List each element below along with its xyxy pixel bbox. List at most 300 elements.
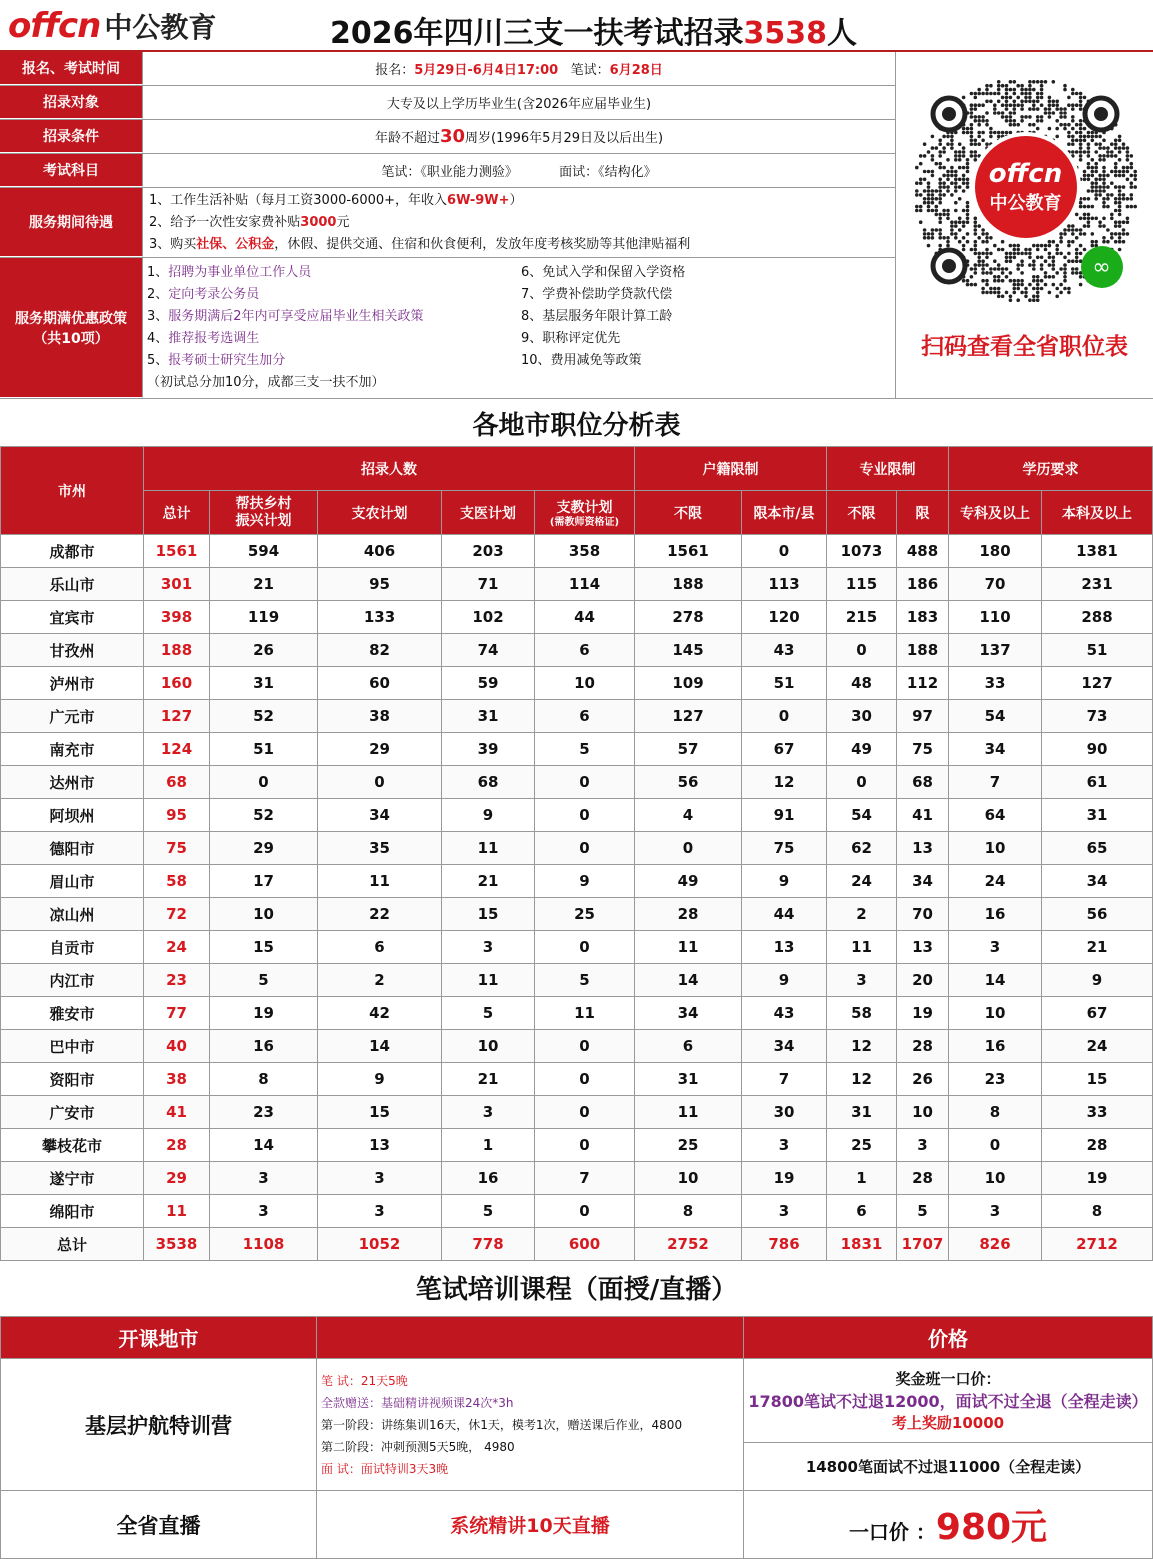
table-cell: 57 [635,733,742,766]
table-cell: 97 [897,700,949,733]
table-cell: 95 [144,799,210,832]
table-cell: 51 [1042,634,1153,667]
course-camp-name: 基层护航特训营 [1,1359,317,1491]
table-cell: 34 [635,997,742,1030]
course-camp-details [317,1359,744,1491]
table-cell: 31 [210,667,318,700]
table-cell: 2 [827,898,897,931]
table-cell: 5 [897,1195,949,1228]
table-cell: 29 [210,832,318,865]
table-cell: 21 [442,1063,535,1096]
table-cell: 9 [742,964,827,997]
table-cell: 3 [742,1195,827,1228]
table-cell: 5 [535,733,635,766]
course-col-price: 价格 [744,1317,1153,1359]
table-cell: 10 [897,1096,949,1129]
course-table [0,1316,1153,1559]
table-cell: 1 [442,1129,535,1162]
table-cell: 301 [144,568,210,601]
table-cell: 12 [827,1063,897,1096]
logo-cn: 中公教育 [104,11,217,44]
table-cell: 29 [318,733,442,766]
table-cell: 11 [442,964,535,997]
qr-badge: offcn 中公教育 [971,132,1081,242]
table-cell: 16 [949,1030,1042,1063]
col-group-huji: 户籍限制 [635,447,827,491]
table-cell: 58 [827,997,897,1030]
table-cell: 110 [949,601,1042,634]
table-cell: 8 [1042,1195,1153,1228]
policy-item: 5、报考硕士研究生加分（初试总分加10分，成都三支一扶不加） [147,353,385,390]
table-cell: 65 [1042,832,1153,865]
table-cell: 56 [635,766,742,799]
table-cell: 43 [742,634,827,667]
table-cell: 38 [144,1063,210,1096]
table-cell: 3 [742,1129,827,1162]
info-label: 服务期满优惠政策 （共10项） [0,258,143,398]
table-cell: 5 [535,964,635,997]
table-cell: 77 [144,997,210,1030]
info-row-benefits [0,188,895,258]
benefit-item: 1、工作生活补贴（每月工资3000-6000+，年收入6W-9W+） [149,192,523,208]
table-cell: 28 [897,1162,949,1195]
table-cell: 15 [318,1096,442,1129]
table-cell: 398 [144,601,210,634]
info-value: 笔试：《职业能力测验》 面试：《结构化》 [381,165,657,180]
table-cell: 42 [318,997,442,1030]
table-cell: 3 [897,1129,949,1162]
table-cell: 21 [1042,931,1153,964]
table-cell: 33 [949,667,1042,700]
benefit-list [143,186,696,260]
table-cell: 34 [742,1030,827,1063]
table-cell: 59 [442,667,535,700]
policy-item: 3、服务期满后2年内可享受应届毕业生相关政策 [147,309,424,324]
table-cell: 23 [949,1063,1042,1096]
table-cell: 51 [742,667,827,700]
course-detail-line: 第二阶段：冲刺预测5天5晚， 4980 [321,1439,515,1454]
table-cell: 21 [210,568,318,601]
table-row [1,997,1153,1030]
col-huji-none: 不限 [635,491,742,535]
course-live-price: 一口价 ：980元 [744,1491,1153,1559]
benefit-item: 3、购买社保、公积金，休假、提供交通、住宿和伙食便利，发放年度考核奖励等其他津贴福利 [149,236,691,252]
table-cell: 24 [949,865,1042,898]
table-cell: 0 [535,1030,635,1063]
table-cell: 127 [144,700,210,733]
col-zhinong: 支农计划 [318,491,442,535]
table-cell: 1561 [144,535,210,568]
table-cell: 114 [535,568,635,601]
policy-item: 6、免试入学和保留入学资格 [521,265,686,280]
table-cell: 1561 [635,535,742,568]
table-row [1,1195,1153,1228]
table-cell: 34 [1042,865,1153,898]
table-cell: 34 [897,865,949,898]
city-cell: 眉山市 [1,865,144,898]
course-title: 笔试培训课程（面授/直播） [415,1275,738,1305]
table-cell: 6 [318,931,442,964]
table-cell: 52 [210,700,318,733]
col-group-recruit: 招录人数 [144,447,635,491]
col-group-edu: 学历要求 [949,447,1153,491]
table-cell: 54 [949,700,1042,733]
table-cell: 41 [897,799,949,832]
table-row [1,1129,1153,1162]
table-cell: 15 [210,931,318,964]
table-row [1,865,1153,898]
course-live-content: 系统精讲10天直播 [317,1491,744,1559]
table-cell: 24 [144,931,210,964]
table-cell: 6 [635,1030,742,1063]
table-cell: 826 [949,1228,1042,1261]
table-cell: 25 [535,898,635,931]
table-cell: 52 [210,799,318,832]
policy-list-left [145,262,519,394]
table-cell: 7 [949,766,1042,799]
info-value: 大专及以上学历毕业生(含2026年应届毕业生) [386,97,652,112]
table-cell: 1052 [318,1228,442,1261]
table-cell: 0 [535,1096,635,1129]
table-cell: 31 [1042,799,1153,832]
course-detail-line: 面 试：面试特训3天3晚 [321,1461,449,1476]
city-cell: 阿坝州 [1,799,144,832]
table-cell: 64 [949,799,1042,832]
table-cell: 1073 [827,535,897,568]
table-cell: 9 [442,799,535,832]
city-cell: 甘孜州 [1,634,144,667]
table-row [1,799,1153,832]
city-cell: 泸州市 [1,667,144,700]
offcn-logo [8,6,216,46]
table-cell: 13 [742,931,827,964]
policy-item: 8、基层服务年限计算工龄 [521,309,673,324]
table-cell: 188 [144,634,210,667]
table-cell: 39 [442,733,535,766]
table-cell: 102 [442,601,535,634]
table-cell: 6 [535,700,635,733]
table-row [1,832,1153,865]
qr-panel [895,52,1153,398]
table-cell: 82 [318,634,442,667]
table-cell: 10 [635,1162,742,1195]
info-row-time [0,52,895,86]
table-cell: 137 [949,634,1042,667]
table-cell: 20 [897,964,949,997]
info-label: 考试科目 [0,154,143,187]
policy-item: 1、招聘为事业单位工作人员 [147,265,312,280]
table-cell: 16 [442,1162,535,1195]
table-title: 各地市职位分析表 [472,411,681,441]
policy-item: 2、定向考录公务员 [147,287,260,302]
col-edu-bachelor: 本科及以上 [1042,491,1153,535]
info-row-condition [0,120,895,154]
table-cell: 23 [210,1096,318,1129]
table-row [1,634,1153,667]
table-cell: 26 [210,634,318,667]
table-cell: 0 [742,535,827,568]
table-cell: 33 [1042,1096,1153,1129]
table-cell: 30 [827,700,897,733]
table-cell: 112 [897,667,949,700]
table-cell: 75 [742,832,827,865]
table-cell: 70 [949,568,1042,601]
table-cell: 0 [535,1129,635,1162]
table-cell: 186 [897,568,949,601]
table-cell: 2752 [635,1228,742,1261]
table-cell: 3538 [144,1228,210,1261]
city-cell: 达州市 [1,766,144,799]
col-zhiyi: 支医计划 [442,491,535,535]
table-row [1,931,1153,964]
table-cell: 15 [1042,1063,1153,1096]
table-cell: 19 [1042,1162,1153,1195]
table-cell: 7 [535,1162,635,1195]
table-cell: 1 [827,1162,897,1195]
table-row [1,1030,1153,1063]
table-cell: 0 [742,700,827,733]
table-cell: 95 [318,568,442,601]
table-cell: 3 [210,1195,318,1228]
table-cell: 10 [535,667,635,700]
table-cell: 10 [949,1162,1042,1195]
table-cell: 0 [535,799,635,832]
table-cell: 14 [210,1129,318,1162]
table-cell: 13 [897,931,949,964]
table-row [1,568,1153,601]
table-cell: 75 [144,832,210,865]
table-row [1,535,1153,568]
col-total: 总计 [144,491,210,535]
table-cell: 72 [144,898,210,931]
table-cell: 600 [535,1228,635,1261]
city-cell: 巴中市 [1,1030,144,1063]
table-cell: 0 [827,766,897,799]
table-cell: 11 [144,1195,210,1228]
info-row-subjects [0,154,895,188]
table-cell: 109 [635,667,742,700]
table-cell: 68 [897,766,949,799]
table-cell: 3 [827,964,897,997]
table-row [1,1063,1153,1096]
exam-time: 报名： 5月29日-6月4日17:00 笔试： 6月28日 [375,63,663,78]
col-zhijiao: 支教计划 (需教师资格证) [535,491,635,535]
table-cell: 26 [897,1063,949,1096]
table-cell: 406 [318,535,442,568]
table-cell: 73 [1042,700,1153,733]
table-cell: 14 [318,1030,442,1063]
table-cell: 11 [535,997,635,1030]
city-cell: 南充市 [1,733,144,766]
qr-caption: 扫码查看全省职位表 [921,334,1128,360]
info-row-target [0,86,895,120]
table-cell: 3 [318,1162,442,1195]
table-cell: 90 [1042,733,1153,766]
table-cell: 11 [827,931,897,964]
table-cell: 0 [827,634,897,667]
info-label: 招录条件 [0,120,143,153]
table-cell: 29 [144,1162,210,1195]
city-cell: 德阳市 [1,832,144,865]
table-cell: 16 [210,1030,318,1063]
policy-item: 10、费用减免等政策 [521,353,642,368]
city-cell: 遂宁市 [1,1162,144,1195]
col-city: 市州 [1,447,144,535]
course-detail-line: 第一阶段：讲练集训16天，休1天，模考1次，赠送课后作业，4800 [321,1417,683,1432]
table-cell: 43 [742,997,827,1030]
course-col-city: 开课地市 [1,1317,317,1359]
table-cell: 19 [210,997,318,1030]
table-cell: 28 [635,898,742,931]
table-row [1,898,1153,931]
table-cell: 35 [318,832,442,865]
table-cell: 12 [742,766,827,799]
table-cell: 1831 [827,1228,897,1261]
table-row [1,766,1153,799]
city-cell: 资阳市 [1,1063,144,1096]
table-cell: 0 [318,766,442,799]
table-cell: 1381 [1042,535,1153,568]
city-cell: 凉山州 [1,898,144,931]
table-cell: 30 [742,1096,827,1129]
benefit-item: 2、给予一次性安家费补贴3000元 [149,214,350,230]
table-cell: 19 [897,997,949,1030]
table-cell: 75 [897,733,949,766]
info-row-policy [0,258,895,398]
info-section [0,52,1153,399]
table-cell: 127 [635,700,742,733]
mini-program-icon: ∞ [1081,246,1123,288]
table-cell: 5 [442,1195,535,1228]
city-cell: 雅安市 [1,997,144,1030]
table-cell: 7 [742,1063,827,1096]
table-cell: 11 [318,865,442,898]
table-cell: 0 [535,832,635,865]
table-cell: 25 [635,1129,742,1162]
table-cell: 28 [144,1129,210,1162]
table-cell: 58 [144,865,210,898]
table-cell: 9 [535,865,635,898]
table-cell: 8 [949,1096,1042,1129]
table-cell: 0 [535,1063,635,1096]
table-cell: 1108 [210,1228,318,1261]
table-cell: 24 [1042,1030,1153,1063]
table-cell: 115 [827,568,897,601]
page-header [0,0,1153,52]
col-huji-local: 限本市/县 [742,491,827,535]
table-cell: 68 [144,766,210,799]
table-cell: 119 [210,601,318,634]
table-cell: 3 [949,931,1042,964]
city-cell: 自贡市 [1,931,144,964]
table-cell: 17 [210,865,318,898]
table-cell: 188 [897,634,949,667]
qr-code[interactable] [909,74,1141,306]
table-cell: 11 [635,931,742,964]
table-cell: 19 [742,1162,827,1195]
table-cell: 127 [1042,667,1153,700]
table-cell: 124 [144,733,210,766]
table-cell: 288 [1042,601,1153,634]
table-cell: 54 [827,799,897,832]
table-cell: 0 [535,766,635,799]
table-cell: 71 [442,568,535,601]
city-cell: 总计 [1,1228,144,1261]
table-cell: 5 [442,997,535,1030]
table-cell: 9 [318,1063,442,1096]
table-cell: 0 [949,1129,1042,1162]
table-cell: 41 [144,1096,210,1129]
table-row [1,733,1153,766]
table-cell: 203 [442,535,535,568]
table-cell: 34 [949,733,1042,766]
table-cell: 3 [210,1162,318,1195]
table-cell: 6 [535,634,635,667]
table-cell: 160 [144,667,210,700]
col-edu-college: 专科及以上 [949,491,1042,535]
table-cell: 91 [742,799,827,832]
table-cell: 6 [827,1195,897,1228]
table-cell: 11 [635,1096,742,1129]
col-major-limit: 限 [897,491,949,535]
city-cell: 乐山市 [1,568,144,601]
table-cell: 10 [442,1030,535,1063]
table-cell: 183 [897,601,949,634]
table-cell: 0 [635,832,742,865]
table-cell: 49 [827,733,897,766]
table-cell: 9 [1042,964,1153,997]
city-cell: 成都市 [1,535,144,568]
table-cell: 44 [742,898,827,931]
course-camp-price1: 奖金班一口价： 17800笔试不过退12000，面试不过全退（全程走读） 考上奖励10000 [744,1359,1153,1443]
table-cell: 31 [635,1063,742,1096]
table-cell: 49 [635,865,742,898]
table-cell: 67 [1042,997,1153,1030]
table-cell: 16 [949,898,1042,931]
city-cell: 广安市 [1,1096,144,1129]
info-label: 招录对象 [0,86,143,119]
course-detail-line: 全款赠送：基础精讲视频课24次*3h [321,1395,514,1410]
policy-item: 9、职称评定优先 [521,331,621,346]
table-cell: 13 [318,1129,442,1162]
main-title: 2026年四川三支一扶考试招录3538人 [330,16,857,51]
table-row [1,1096,1153,1129]
table-cell: 188 [635,568,742,601]
table-cell: 10 [210,898,318,931]
position-table [0,446,1153,1261]
city-cell: 宜宾市 [1,601,144,634]
table-cell: 231 [1042,568,1153,601]
table-cell: 40 [144,1030,210,1063]
table-cell: 51 [210,733,318,766]
table-cell: 145 [635,634,742,667]
table-cell: 68 [442,766,535,799]
table-cell: 25 [827,1129,897,1162]
table-cell: 594 [210,535,318,568]
table-cell: 12 [827,1030,897,1063]
policy-item: 7、学费补偿助学贷款代偿 [521,287,673,302]
table-cell: 0 [535,931,635,964]
table-cell: 24 [827,865,897,898]
table-cell: 215 [827,601,897,634]
table-cell: 21 [442,865,535,898]
table-cell: 133 [318,601,442,634]
table-cell: 22 [318,898,442,931]
table-cell: 180 [949,535,1042,568]
table-cell: 8 [635,1195,742,1228]
table-cell: 31 [442,700,535,733]
city-cell: 攀枝花市 [1,1129,144,1162]
